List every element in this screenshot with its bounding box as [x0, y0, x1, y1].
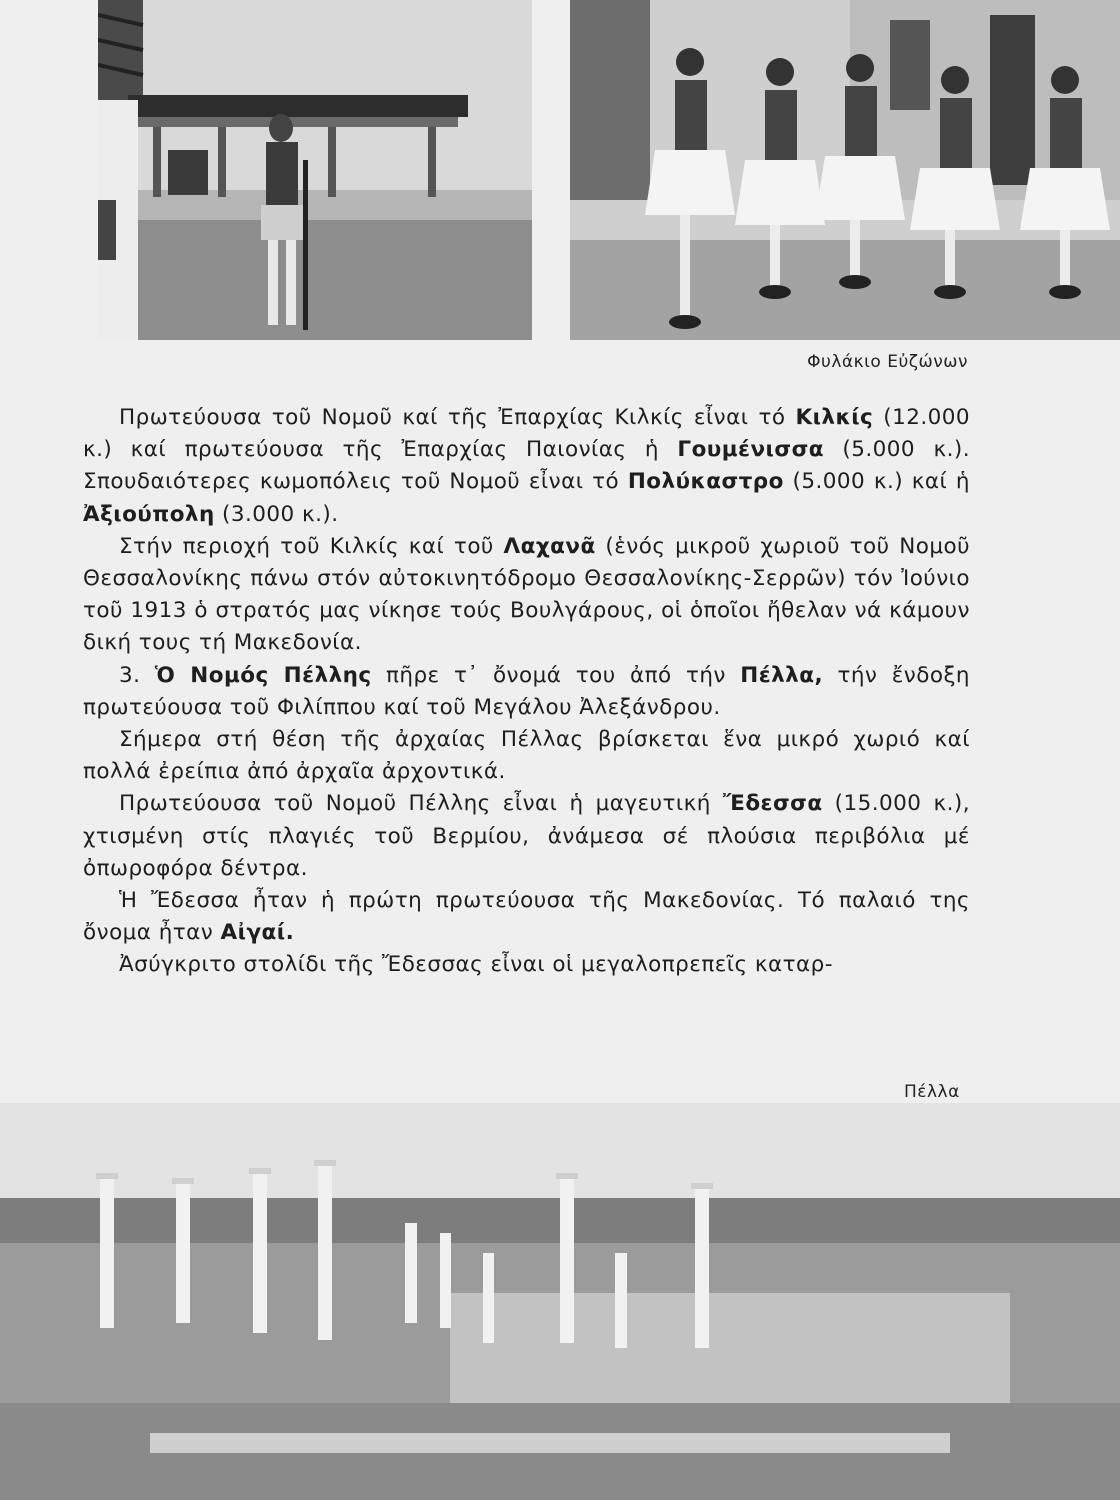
guard-post-illustration	[98, 0, 532, 340]
evzones-illustration	[570, 0, 1120, 340]
text-run: 3.	[119, 662, 155, 688]
text-run: (12.000 κ.) καί πρωτεύουσα τῆς Ἐπαρχίας Παιονίας ἡ	[83, 405, 971, 463]
photo-pella-ruins	[0, 1103, 1120, 1500]
text-run: (15.000 κ.), χτισμένη στίς πλαγιές τοῦ Βερμίου, ἀνάμεσα σέ πλούσια περιβόλια μέ ὀπωροφόρα δέντρα.	[83, 791, 970, 881]
text-run: Στήν περιοχή τοῦ Κιλκίς καί τοῦ	[119, 533, 504, 559]
body-text	[83, 402, 970, 982]
text-run: Σήμερα στή θέση τῆς ἀρχαίας Πέλλας βρίσκεται ἕνα μικρό χωριό καί πολλά ἐρείπια ἀπό ἀρχαῖα ἀρχοντικά.	[83, 727, 970, 785]
text-run: Πρωτεύουσα τοῦ Νομοῦ Πέλλης εἶναι ἡ μαγευτική	[119, 791, 723, 817]
text-run: Πρωτεύουσα τοῦ Νομοῦ καί τῆς Ἐπαρχίας Κιλκίς εἶναι τό	[119, 405, 796, 430]
text-run: Ἀσύγκριτο στολίδι τῆς Ἔδεσσας εἶναι οἱ μεγαλοπρεπεῖς καταρ-	[119, 952, 833, 978]
bold-term: Γουμένισσα	[677, 437, 824, 463]
paragraph	[83, 724, 970, 788]
caption-evzones: Φυλάκιο Εὐζώνων	[807, 352, 968, 372]
pella-ruins-illustration	[0, 1103, 1120, 1500]
photo-evzones	[570, 0, 1120, 340]
bold-term: Κιλκίς	[795, 405, 874, 430]
text-run: (3.000 κ.).	[214, 501, 339, 527]
paragraph	[83, 660, 970, 724]
text-run: (ἑνός μικροῦ χωριοῦ τοῦ Νομοῦ Θεσσαλονίκης πάνω στόν αὐτοκινητόδρομο Θεσσαλονίκης-Σερρῶν) τόν Ἰούνιο τοῦ 1913 ὁ στρατός μας νίκησε τούς Βουλγάρους, οἱ ὁποῖοι ἤθελαν νά κάμουν δική τους τή Μακεδονία.	[83, 533, 970, 656]
bold-term: Ὁ Νομός Πέλλης	[154, 662, 372, 688]
bold-term: Λαχανᾶ	[503, 533, 596, 559]
text-run: (5.000 κ.). Σπουδαιότερες κωμοπόλεις τοῦ Νομοῦ εἶναι τό	[83, 437, 971, 495]
paragraph	[83, 949, 970, 981]
bold-term: Ἔδεσσα	[722, 791, 823, 817]
text-run: Ἡ Ἔδεσσα ἦταν ἡ πρώτη πρωτεύουσα τῆς Μακεδονίας. Τό παλαιό της ὄνομα ἦταν	[83, 888, 970, 946]
photo-guard-post	[98, 0, 532, 340]
text-run: τήν ἔνδοξη πρωτεύουσα τοῦ Φιλίππου καί τοῦ Μεγάλου Ἀλεξάνδρου.	[83, 662, 970, 720]
caption-pella: Πέλλα	[904, 1082, 960, 1102]
paragraph	[83, 531, 970, 660]
text-run: (5.000 κ.) καί ἡ	[783, 469, 970, 495]
paragraph	[83, 402, 970, 531]
bold-term: Ἀξιούπολη	[83, 501, 215, 527]
paragraph	[83, 885, 970, 949]
bold-term: Πέλλα,	[740, 662, 824, 688]
bold-term: Πολύκαστρο	[627, 469, 784, 495]
bold-term: Αἰγαί.	[220, 920, 295, 946]
paragraph	[83, 788, 970, 885]
text-run: πῆρε τ᾽ ὄνομά του ἀπό τήν	[371, 662, 741, 688]
